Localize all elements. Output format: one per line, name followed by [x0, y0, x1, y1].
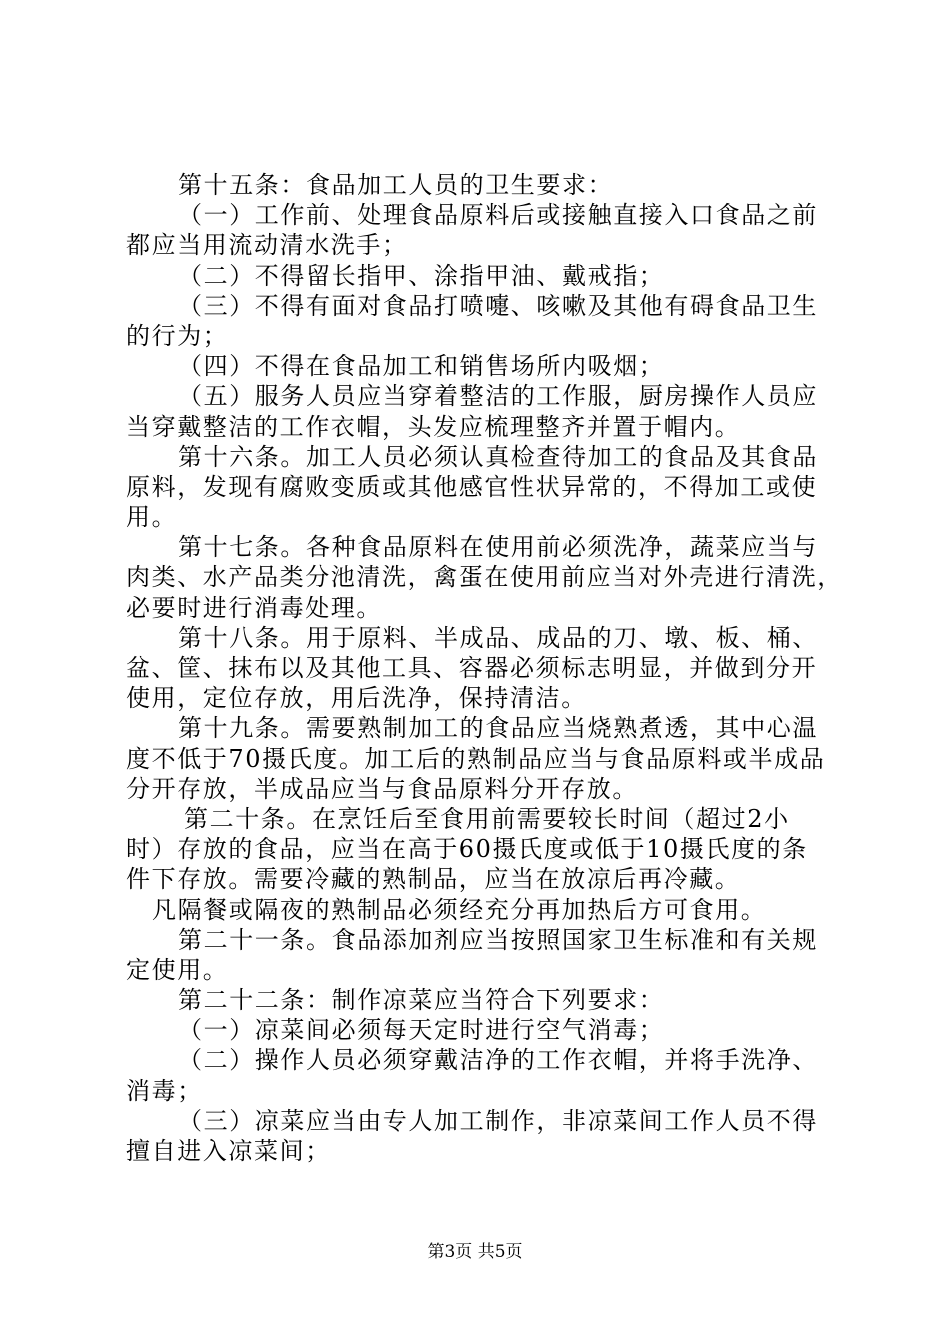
text-line: 的行为； [126, 321, 229, 350]
text-line: 必要时进行消毒处理。 [126, 593, 382, 622]
text-line: 第十五条：食品加工人员的卫生要求： [178, 171, 614, 199]
text-line: 第十八条。用于原料、半成品、成品的刀、墩、板、桶、 [178, 623, 818, 652]
text-line: 定使用。 [126, 955, 229, 984]
text-line: 原料，发现有腐败变质或其他感官性状异常的，不得加工或使 [126, 472, 818, 501]
document-body [126, 170, 843, 1166]
text-line: 消毒； [126, 1076, 203, 1105]
text-line: （一）工作前、处理食品原料后或接触直接入口食品之前 [178, 201, 818, 230]
text-line: （二）不得留长指甲、涂指甲油、戴戒指； [178, 261, 665, 290]
page-footer: 第3页 共5页 [427, 1242, 523, 1262]
text-line: 第二十二条：制作凉菜应当符合下列要求： [178, 986, 665, 1015]
text-line: （一）凉菜间必须每天定时进行空气消毒； [178, 1016, 665, 1045]
text-line: 件下存放。需要冷藏的熟制品，应当在放凉后再冷藏。 [126, 865, 741, 894]
text-line: 肉类、水产品类分池清洗，禽蛋在使用前应当对外壳进行清洗， [126, 563, 843, 592]
text-line: 当穿戴整洁的工作衣帽，头发应梳理整齐并置于帽内。 [126, 412, 741, 441]
text-line: 使用，定位存放，用后洗净，保持清洁。 [126, 684, 587, 713]
text-line: 盆、筐、抹布以及其他工具、容器必须标志明显，并做到分开 [126, 654, 818, 682]
text-line: （三）不得有面对食品打喷嚏、咳嗽及其他有碍食品卫生 [178, 291, 818, 320]
text-line: （二）操作人员必须穿戴洁净的工作衣帽，并将手洗净、 [178, 1046, 818, 1075]
text-line: 用。 [126, 503, 178, 532]
text-line: 都应当用流动清水洗手； [126, 231, 408, 260]
text-line: 第十六条。加工人员必须认真检查待加工的食品及其食品 [178, 442, 818, 471]
text-line: 分开存放，半成品应当与食品原料分开存放。 [126, 774, 638, 803]
text-line: 擅自进入凉菜间； [126, 1137, 331, 1165]
text-line: 第十七条。各种食品原料在使用前必须洗净，蔬菜应当与 [178, 533, 818, 562]
text-line: 凡隔餐或隔夜的熟制品必须经充分再加热后方可食用。 [152, 895, 767, 924]
text-line: 第二十一条。食品添加剂应当按照国家卫生标准和有关规 [178, 925, 818, 954]
text-line: 第十九条。需要熟制加工的食品应当烧熟煮透，其中心温 [178, 714, 818, 743]
text-line: （四）不得在食品加工和销售场所内吸烟； [178, 352, 665, 381]
text-line: （三）凉菜应当由专人加工制作，非凉菜间工作人员不得 [178, 1106, 818, 1135]
text-line: 第二十条。在烹饪后至食用前需要较长时间（超过2小 [184, 804, 790, 833]
text-line: 时）存放的食品，应当在高于60摄氏度或低于10摄氏度的条 [126, 835, 808, 864]
text-line: 度不低于70摄氏度。加工后的熟制品应当与食品原料或半成品 [126, 744, 826, 773]
text-line: （五）服务人员应当穿着整洁的工作服，厨房操作人员应 [178, 382, 818, 411]
